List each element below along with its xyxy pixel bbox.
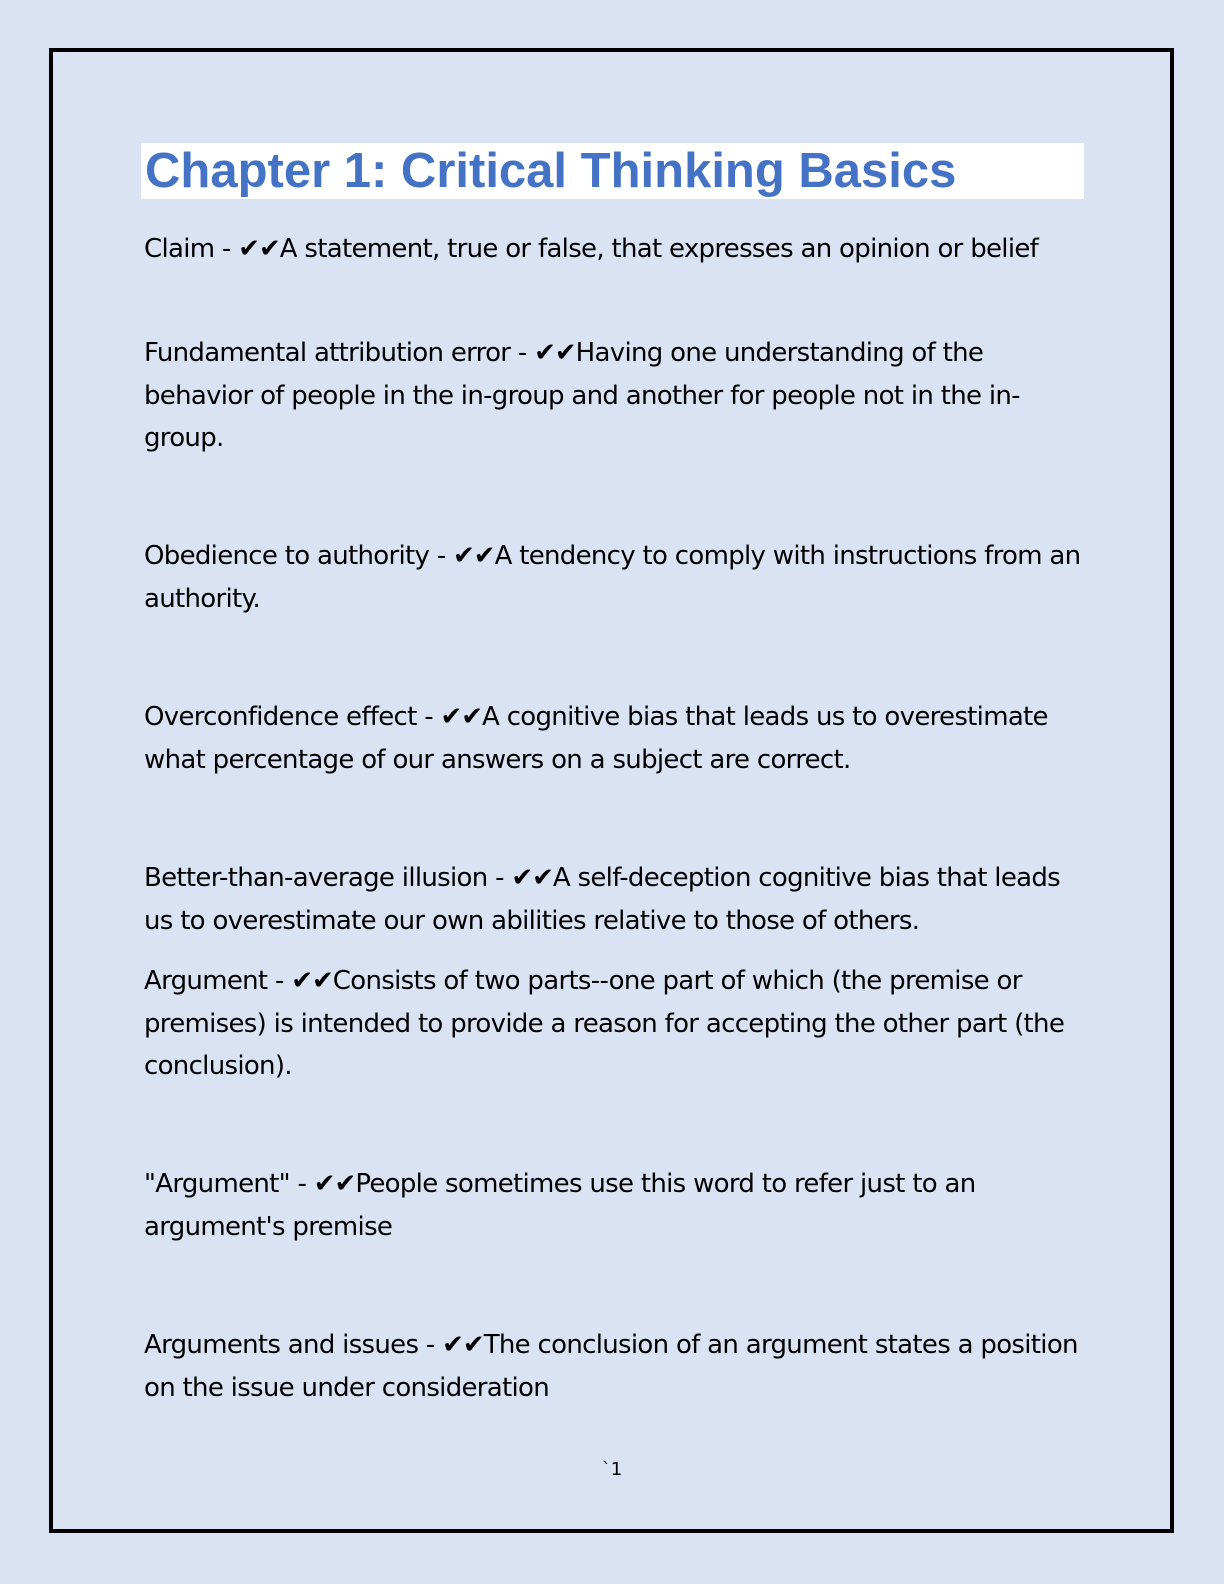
- entry-separator: -: [214, 234, 239, 264]
- check-marks-icon: ✔✔: [534, 338, 576, 368]
- entry-definition: People sometimes use this word to refer just to an argument's premise: [144, 1169, 976, 1242]
- definition-entry: [144, 332, 1094, 460]
- page-border: [49, 48, 1174, 1533]
- entry-definition: A statement, true or false, that expresses an opinion or belief: [279, 234, 1039, 264]
- entry-definition: Having one understanding of the behavior of people in the in-group and another for people not in the in-group.: [144, 338, 1020, 453]
- definition-entry: [144, 1324, 1094, 1409]
- check-marks-icon: ✔✔: [291, 966, 333, 996]
- entry-separator: -: [510, 338, 535, 368]
- entry-definition: The conclusion of an argument states a position on the issue under consideration: [144, 1330, 1078, 1403]
- entry-separator: -: [418, 1330, 443, 1360]
- check-marks-icon: ✔✔: [442, 1330, 484, 1360]
- entry-separator: -: [429, 541, 453, 571]
- check-marks-icon: ✔✔: [453, 541, 495, 571]
- entry-separator: -: [267, 966, 292, 996]
- definition-entry: [144, 228, 1094, 271]
- entry-separator: -: [289, 1169, 314, 1199]
- definition-entry: [144, 857, 1094, 942]
- entry-term: Fundamental attribution error: [144, 338, 511, 368]
- entry-term: Arguments and issues: [144, 1330, 419, 1360]
- entry-separator: -: [416, 702, 441, 732]
- page-number: `1: [601, 1459, 623, 1480]
- entry-definition: A self-deception cognitive bias that leads us to overestimate our own abilities relative to those of others.: [144, 863, 1060, 936]
- entry-definition: A tendency to comply with instructions from an authority.: [144, 541, 1081, 614]
- entry-term: Argument: [144, 966, 268, 996]
- check-marks-icon: ✔✔: [313, 1169, 356, 1199]
- definition-entry: [144, 960, 1094, 1088]
- chapter-title: Chapter 1: Critical Thinking Basics: [145, 144, 957, 198]
- check-marks-icon: ✔✔: [511, 863, 553, 893]
- entry-term: Overconfidence effect: [144, 702, 417, 732]
- entry-separator: -: [487, 863, 512, 893]
- check-marks-icon: ✔✔: [238, 234, 280, 264]
- entry-term: Better-than-average illusion: [144, 863, 488, 893]
- definition-entry: [144, 696, 1094, 781]
- entry-term: Claim: [144, 234, 215, 264]
- entry-term: "Argument": [144, 1169, 290, 1199]
- check-marks-icon: ✔✔: [440, 702, 483, 732]
- entry-term: Obedience to authority: [144, 541, 430, 571]
- definition-entry: [144, 1163, 1094, 1248]
- entry-definition: A cognitive bias that leads us to overestimate what percentage of our answers on a subject are correct.: [144, 702, 1048, 775]
- definition-entry: [144, 535, 1094, 620]
- entry-definition: Consists of two parts--one part of which (the premise or premises) is intended to provide a reason for accepting the other part (the conclusion).: [144, 966, 1065, 1081]
